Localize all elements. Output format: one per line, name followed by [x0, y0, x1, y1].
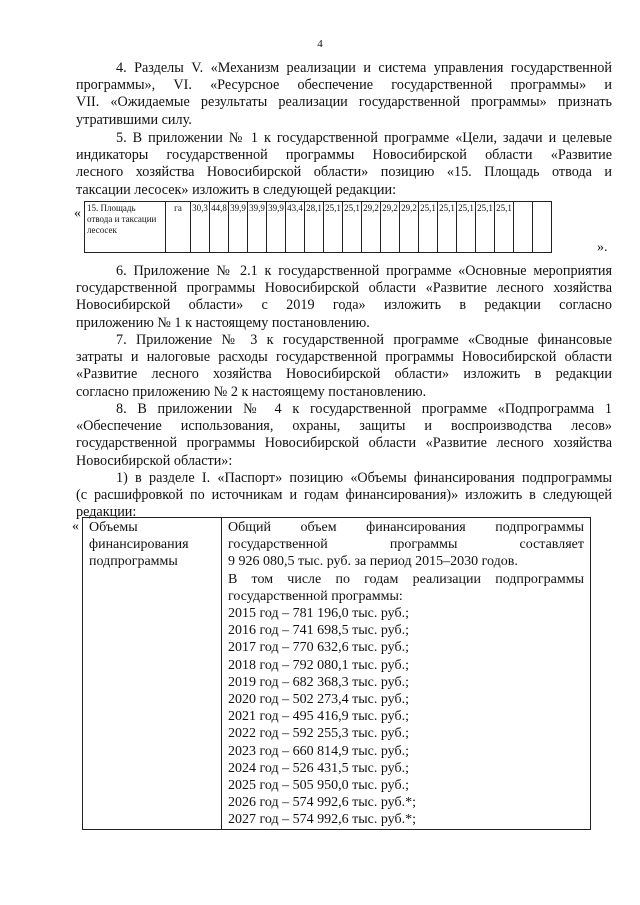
- open-quote: «: [72, 519, 79, 534]
- text-line: индикаторы государственной программы Новосибирской области «Развитие: [76, 147, 612, 164]
- label-line: Объемы: [89, 520, 138, 535]
- text-line: Новосибирской области»:: [76, 452, 233, 469]
- indicator-value-cell: 29,2: [381, 202, 400, 253]
- passport-label-cell: [83, 518, 222, 830]
- text-line: согласно приложению № 2 к настоящему постановлению.: [76, 383, 427, 400]
- text-line: 6. Приложение № 2.1 к государственной программе «Основные мероприятия: [116, 263, 612, 279]
- text-line: таксации лесосек» изложить в следующей редакции:: [76, 181, 397, 198]
- passport-table: [82, 517, 591, 830]
- text-line: 1) в разделе I. «Паспорт» позицию «Объемы финансирования подпрограммы: [116, 470, 612, 486]
- indicator-value-cell: 29,2: [400, 202, 419, 253]
- text-line: Новосибирской области» с 2019 года» изложить в редакции согласно: [76, 297, 612, 314]
- text-line: (с расшифровкой по источникам и годам финансирования)» изложить в следующей: [76, 487, 612, 504]
- indicator-value-cell: 29,2: [362, 202, 381, 253]
- indicator-value-cell: 39,9: [229, 202, 248, 253]
- paragraph-8: [76, 401, 612, 470]
- text-line: Общий объем финансирования подпрограммы: [228, 520, 584, 535]
- paragraph-6: [76, 263, 612, 332]
- indicator-table: [84, 201, 552, 253]
- text-line: 4. Разделы V. «Механизм реализации и система управления государственной: [116, 60, 612, 76]
- year-line: 2015 год – 781 196,0 тыс. руб.;: [228, 606, 409, 622]
- text-line: 8. В приложении № 4 к государственной программе «Подпрограмма 1: [116, 401, 612, 417]
- page-number: 4: [317, 38, 323, 50]
- passport-value-cell: [222, 518, 591, 830]
- text-line: государственной программы составляет: [228, 537, 584, 553]
- open-quote: «: [74, 206, 81, 221]
- label-line: финансирования: [89, 537, 189, 553]
- paragraph-8-1: [76, 470, 612, 522]
- table-row: [85, 202, 552, 253]
- text-line: 5. В приложении № 1 к государственной программе «Цели, задачи и целевые: [116, 130, 612, 146]
- years-list: [228, 605, 584, 829]
- indicator-value-cell: 25,1: [438, 202, 457, 253]
- close-quote: ».: [597, 240, 608, 255]
- paragraph-7: [76, 332, 612, 401]
- year-line: 2019 год – 682 368,3 тыс. руб.;: [228, 674, 409, 690]
- year-line: 2024 год – 526 431,5 тыс. руб.;: [228, 760, 409, 776]
- text-line: 9 926 080,5 тыс. руб. за период 2015–2030 годов.: [228, 554, 518, 570]
- indicator-unit: га: [166, 202, 191, 253]
- indicator-value-cell: 30,3: [191, 202, 210, 253]
- text-line: утратившими силу.: [76, 111, 192, 128]
- text-line: «Обеспечение использования, охраны, защиты и воспроизводства лесов»: [76, 418, 612, 435]
- year-line: 2023 год – 660 814,9 тыс. руб.;: [228, 743, 409, 759]
- text-line: В том числе по годам реализации подпрограммы: [228, 571, 584, 587]
- indicator-value-cell: 39,9: [248, 202, 267, 253]
- text-line: программы», VI. «Ресурсное обеспечение государственной программы» и: [76, 77, 612, 94]
- indicator-value-cell: 25,1: [419, 202, 438, 253]
- text-line: государственной программы Новосибирской области «Развитие лесного хозяйства: [76, 280, 612, 297]
- year-line: 2017 год – 770 632,6 тыс. руб.;: [228, 640, 409, 656]
- label-line: подпрограммы: [89, 554, 178, 570]
- paragraph-5: [76, 130, 612, 199]
- text-line: государственной программы Новосибирской области «Развитие лесного хозяйства: [76, 435, 612, 452]
- text-line: редакции:: [76, 504, 137, 521]
- indicator-value-cell: 43,4: [286, 202, 305, 253]
- indicator-value-cell: 28,1: [305, 202, 324, 253]
- text-line: VII. «Ожидаемые результаты реализации государственной программы» признать: [76, 94, 612, 111]
- year-line: 2022 год – 592 255,3 тыс. руб.;: [228, 726, 409, 742]
- text-line: «Развитие лесного хозяйства Новосибирской области» изложить в редакции: [76, 366, 612, 383]
- text-line: 7. Приложение № 3 к государственной программе «Сводные финансовые: [116, 332, 612, 348]
- indicator-value-cell: 39,9: [267, 202, 286, 253]
- indicator-value-cell: 25,1: [324, 202, 343, 253]
- year-line: 2018 год – 792 080,1 тыс. руб.;: [228, 657, 409, 673]
- year-line: 2025 год – 505 950,0 тыс. руб.;: [228, 778, 409, 794]
- indicator-value-cell: 25,1: [343, 202, 362, 253]
- year-line: 2020 год – 502 273,4 тыс. руб.;: [228, 692, 409, 708]
- table-row: [83, 518, 591, 830]
- year-line: 2026 год – 574 992,6 тыс. руб.*;: [228, 795, 416, 811]
- indicator-value-cell: 25,1: [457, 202, 476, 253]
- indicator-name: 15. Площадь отвода и таксации лесосек: [85, 202, 166, 253]
- indicator-value-cell: 25,1: [476, 202, 495, 253]
- text-line: затраты и налоговые расходы государственной программы Новосибирской области: [76, 349, 612, 366]
- empty-cell: [533, 202, 552, 253]
- paragraph-4: [76, 60, 612, 129]
- text-line: лесного хозяйства Новосибирской области» позицию «15. Площадь отвода и: [76, 164, 612, 181]
- year-line: 2021 год – 495 416,9 тыс. руб.;: [228, 709, 409, 725]
- text-line: приложению № 1 к настоящему постановлению.: [76, 314, 370, 331]
- indicator-value-cell: 25,1: [495, 202, 514, 253]
- text-line: государственной программы:: [228, 588, 403, 604]
- indicator-value-cell: 44,8: [210, 202, 229, 253]
- empty-cell: [514, 202, 533, 253]
- year-line: 2027 год – 574 992,6 тыс. руб.*;: [228, 812, 416, 828]
- year-line: 2016 год – 741 698,5 тыс. руб.;: [228, 623, 409, 639]
